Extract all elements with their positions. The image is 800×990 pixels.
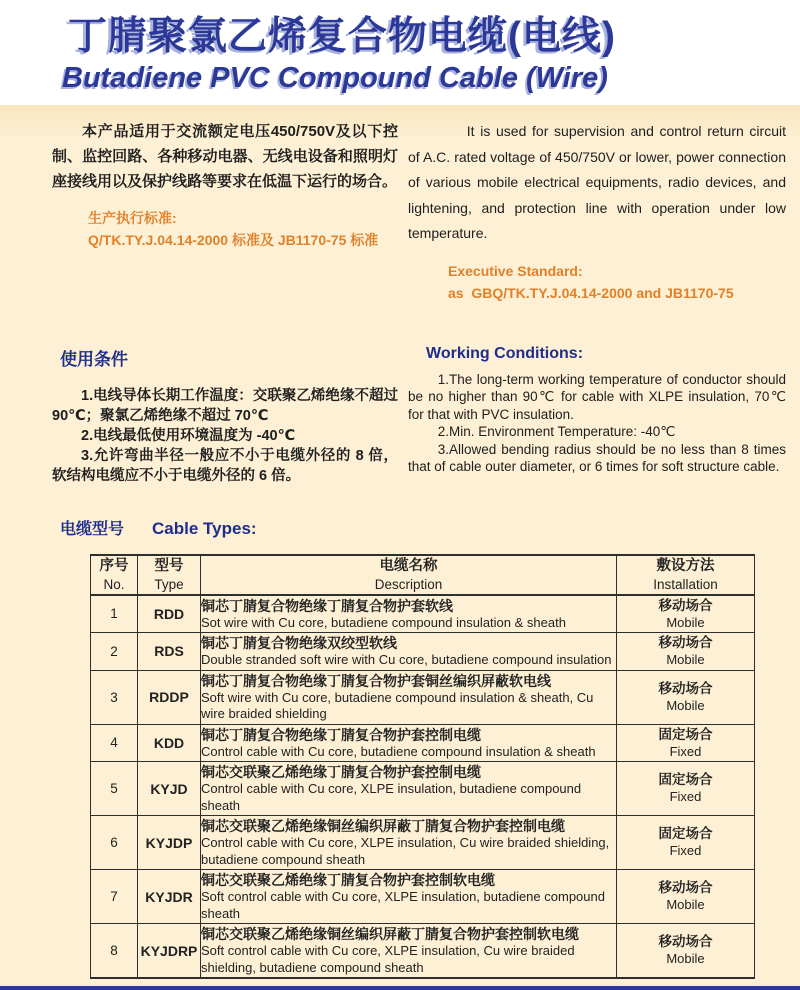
cell-installation: 移动场合 Mobile bbox=[617, 595, 755, 633]
table-row bbox=[91, 816, 755, 870]
intro-paragraph-chinese: 本产品适用于交流额定电压450/750V及以下控制、监控回路、各种移动电器、无线电设备和照明灯座接线用以及保护线路等要求在低温下运行的场合。 bbox=[52, 123, 398, 190]
table-row bbox=[91, 633, 755, 671]
table-row bbox=[91, 595, 755, 633]
cable-types-heading-english: Cable Types: bbox=[152, 518, 257, 538]
cell-no: 6 bbox=[91, 816, 138, 870]
cell-type: KYJDRP bbox=[138, 924, 201, 979]
cell-description: 铜芯交联聚乙烯绝缘铜丝编织屏蔽丁腈复合物护套控制电缆 Control cable with Cu core, XLPE insulation, Cu wire braided shielding, butadiene compound sheath bbox=[201, 816, 617, 870]
cell-no: 8 bbox=[91, 924, 138, 979]
cable-types-table bbox=[90, 554, 755, 980]
standard-value-english: as GBQ/TK.TY.J.04.14-2000 and JB1170-75 bbox=[448, 284, 734, 301]
conditions-section bbox=[52, 345, 786, 486]
page-header bbox=[0, 0, 800, 105]
production-standard-chinese bbox=[88, 207, 398, 251]
conditions-heading-chinese: 使用条件 bbox=[60, 349, 128, 369]
conditions-list-english bbox=[408, 371, 786, 476]
cell-type: KDD bbox=[138, 724, 201, 762]
header-no: 序号 No. bbox=[91, 555, 138, 595]
condition-item: 1.电线导体长期工作温度：交联聚乙烯绝缘不超过 90℃；聚氯乙烯绝缘不超过 70℃ bbox=[52, 387, 398, 424]
condition-item: 3.Allowed bending radius should be no less than 8 times that of cable outer diameter, or 6 times for soft structure cable. bbox=[408, 441, 786, 474]
condition-item: 1.The long-term working temperature of conductor should be no higher than 90℃ for cable with XLPE insulation, 70℃ for that with PVC insulation. bbox=[408, 371, 786, 422]
intro-paragraph-english: It is used for supervision and control return circuit of A.C. rated voltage of 450/750V or lower, power connection of various mobile electrical equipments, radio devices, and lightening, and protection line with operation under low temperature. bbox=[408, 123, 786, 241]
cell-installation: 移动场合 Mobile bbox=[617, 670, 755, 724]
cell-installation: 移动场合 Mobile bbox=[617, 870, 755, 924]
cell-installation: 移动场合 Mobile bbox=[617, 924, 755, 979]
intro-chinese-column bbox=[52, 119, 398, 304]
intro-section bbox=[52, 119, 786, 304]
cell-description: 铜芯丁腈复合物绝缘丁腈复合物护套软线 Sot wire with Cu core, butadiene compound insulation & sheath bbox=[201, 595, 617, 633]
page-title-chinese: 丁腈聚氯乙烯复合物电缆(电线) bbox=[68, 15, 616, 58]
conditions-english-column bbox=[408, 345, 786, 486]
cell-type: RDS bbox=[138, 633, 201, 671]
standard-label-chinese: 生产执行标准: bbox=[88, 210, 177, 226]
cell-no: 7 bbox=[91, 870, 138, 924]
cell-description: 铜芯丁腈复合物绝缘丁腈复合物护套控制电缆 Control cable with Cu core, butadiene compound insulation & sheath bbox=[201, 724, 617, 762]
table-row bbox=[91, 870, 755, 924]
table-row bbox=[91, 724, 755, 762]
header-installation: 敷设方法 Installation bbox=[617, 555, 755, 595]
cell-installation: 移动场合 Mobile bbox=[617, 633, 755, 671]
document-body bbox=[0, 105, 800, 990]
table-row bbox=[91, 670, 755, 724]
cell-type: KYJDR bbox=[138, 870, 201, 924]
table-header-row bbox=[91, 555, 755, 595]
cell-no: 2 bbox=[91, 633, 138, 671]
standard-label-english: Executive Standard: bbox=[448, 262, 583, 279]
cell-no: 3 bbox=[91, 670, 138, 724]
cell-type: RDD bbox=[138, 595, 201, 633]
cell-description: 铜芯丁腈复合物绝缘双绞型软线 Double stranded soft wire with Cu core, butadiene compound insulation bbox=[201, 633, 617, 671]
cell-no: 1 bbox=[91, 595, 138, 633]
condition-item: 3.允许弯曲半径一般应不小于电缆外径的 8 倍，软结构电缆应不小于电缆外径的 6 倍。 bbox=[52, 447, 398, 484]
cell-type: KYJDP bbox=[138, 816, 201, 870]
cell-installation: 固定场合 Fixed bbox=[617, 724, 755, 762]
cell-description: 铜芯交联聚乙烯绝缘丁腈复合物护套控制软电缆 Soft control cable with Cu core, XLPE insulation, butadiene compound sheath bbox=[201, 870, 617, 924]
conditions-list-chinese bbox=[52, 386, 398, 486]
table-row bbox=[91, 762, 755, 816]
bottom-accent-bar bbox=[0, 986, 800, 990]
cable-types-heading bbox=[52, 516, 786, 539]
cell-type: RDDP bbox=[138, 670, 201, 724]
executive-standard-english bbox=[448, 260, 786, 304]
cell-description: 铜芯交联聚乙烯绝缘丁腈复合物护套控制电缆 Control cable with Cu core, XLPE insulation, butadiene compound sheath bbox=[201, 762, 617, 816]
standard-value-chinese: Q/TK.TY.J.04.14-2000 标准及 JB1170-75 标准 bbox=[88, 232, 379, 248]
cable-types-heading-chinese: 电缆型号 bbox=[60, 520, 125, 538]
conditions-heading-english: Working Conditions: bbox=[426, 344, 584, 362]
condition-item: 2.Min. Environment Temperature: -40℃ bbox=[437, 424, 676, 439]
page-title-english: Butadiene PVC Compound Cable (Wire) bbox=[62, 62, 608, 94]
cell-type: KYJD bbox=[138, 762, 201, 816]
header-type: 型号 Type bbox=[138, 555, 201, 595]
conditions-chinese-column bbox=[52, 345, 398, 486]
cell-no: 4 bbox=[91, 724, 138, 762]
cell-description: 铜芯丁腈复合物绝缘丁腈复合物护套铜丝编织屏蔽软电线 Soft wire with Cu core, butadiene compound insulation & sheath, Cu wire braided shielding bbox=[201, 670, 617, 724]
condition-item: 2.电线最低使用环境温度为 -40℃ bbox=[81, 427, 296, 444]
cell-installation: 固定场合 Fixed bbox=[617, 762, 755, 816]
intro-english-column bbox=[408, 119, 786, 304]
table-row bbox=[91, 924, 755, 979]
cell-description: 铜芯交联聚乙烯绝缘铜丝编织屏蔽丁腈复合物护套控制软电缆 Soft control cable with Cu core, XLPE insulation, Cu wire braided shielding, butadiene compound sheath bbox=[201, 924, 617, 979]
header-description: 电缆名称 Description bbox=[201, 555, 617, 595]
cell-no: 5 bbox=[91, 762, 138, 816]
cell-installation: 固定场合 Fixed bbox=[617, 816, 755, 870]
